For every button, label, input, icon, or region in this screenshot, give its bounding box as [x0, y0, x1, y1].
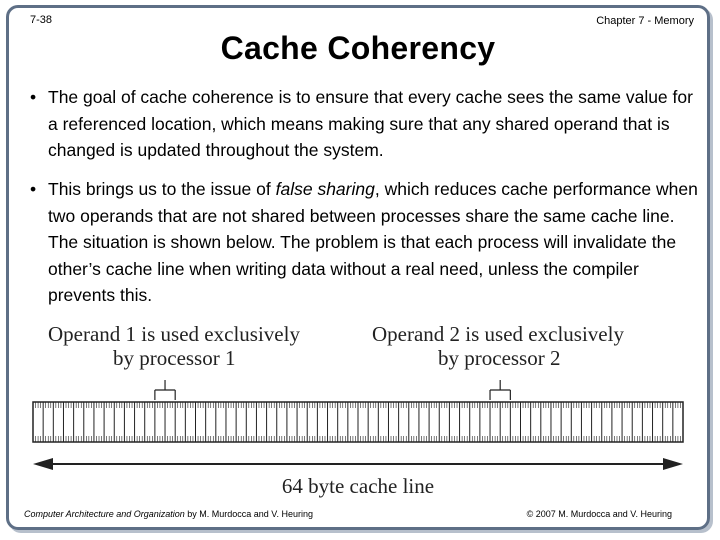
bullet-text-main: The goal of cache coherence is to ensure that every cache sees the same value for a referenced location, which means making sure that any shared operand that is changed is updated throughout the system. [48, 87, 693, 160]
bullet-item [30, 176, 698, 309]
bullet-text [48, 176, 698, 309]
bullet-dot-icon: • [30, 87, 37, 107]
footer-book-title: Computer Architecture and Organization [24, 509, 185, 519]
arrow-right-icon [663, 458, 683, 470]
operand-1-bracket [155, 380, 175, 400]
bullet-text [48, 84, 698, 164]
slide-title [0, 30, 720, 67]
operand-1-label-line2: by processor 1 [113, 346, 236, 370]
slide-number: 7-38 [30, 14, 53, 26]
bullet-dot-icon: • [30, 179, 37, 199]
bullet-text-post: , which reduces cache performance when two operands that are not shared between processes share the same cache line. The situation is shown below. The problem is that each process will invalidate the other’s cache line when writing data without a real need, unless the compiler prevents this. [48, 179, 698, 305]
bullet-text-emphasis: false sharing [275, 179, 375, 199]
bullet-item [30, 84, 698, 164]
operand-2-bracket [490, 380, 510, 400]
operand-2-label-line2: by processor 2 [438, 346, 561, 370]
cache-line-caption: 64 byte cache line [281, 474, 435, 498]
cache-line-cells [36, 402, 681, 442]
bullet-text-pre: This brings us to the issue of [48, 179, 276, 199]
slide-title-text: Cache Coherency [220, 30, 496, 66]
cache-line-diagram [20, 318, 700, 503]
operand-1-label-line1: Operand 1 is used exclusively [48, 322, 300, 346]
operand-2-label-line1: Operand 2 is used exclusively [372, 322, 624, 346]
footer-book-authors: by M. Murdocca and V. Heuring [184, 509, 313, 519]
footer-citation [24, 509, 313, 519]
footer-copyright: © 2007 M. Murdocca and V. Heuring [526, 509, 672, 519]
arrow-left-icon [33, 458, 53, 470]
chapter-label: Chapter 7 - Memory [596, 15, 694, 27]
